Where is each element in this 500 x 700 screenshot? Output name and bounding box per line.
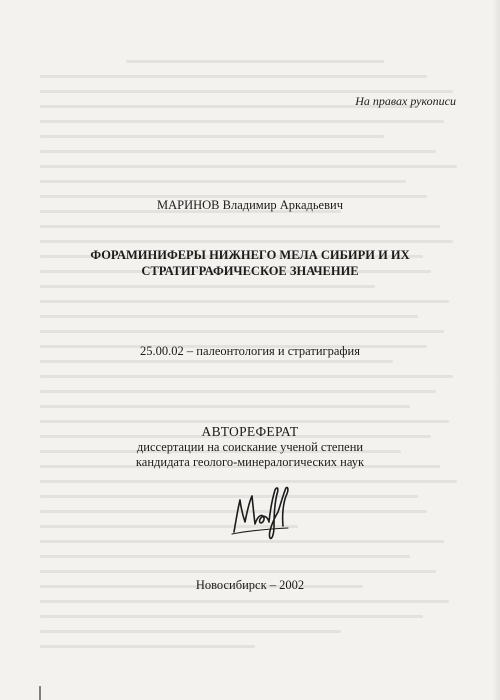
page-edge-shadow bbox=[492, 0, 500, 700]
abstract-line: диссертации на соискание ученой степени bbox=[136, 439, 364, 454]
specialty-code: 25.00.02 – палеонтология и стратиграфия bbox=[140, 344, 360, 358]
dissertation-title bbox=[0, 247, 500, 279]
abstract-block bbox=[0, 424, 500, 471]
author-name: МАРИНОВ Владимир Аркадьевич bbox=[157, 198, 343, 212]
margin-mark bbox=[38, 686, 42, 700]
abstract-heading: АВТОРЕФЕРАТ bbox=[201, 424, 299, 439]
title-line: СТРАТИГРАФИЧЕСКОЕ ЗНАЧЕНИЕ bbox=[141, 264, 359, 278]
city-year: Новосибирск – 2002 bbox=[195, 578, 305, 592]
handwritten-signature-icon bbox=[228, 482, 292, 542]
title-line: ФОРАМИНИФЕРЫ НИЖНЕГО МЕЛА СИБИРИ И ИХ bbox=[90, 248, 410, 262]
abstract-line: кандидата геолого-минералогических наук bbox=[135, 455, 365, 469]
rights-note: На правах рукописи bbox=[355, 94, 456, 108]
